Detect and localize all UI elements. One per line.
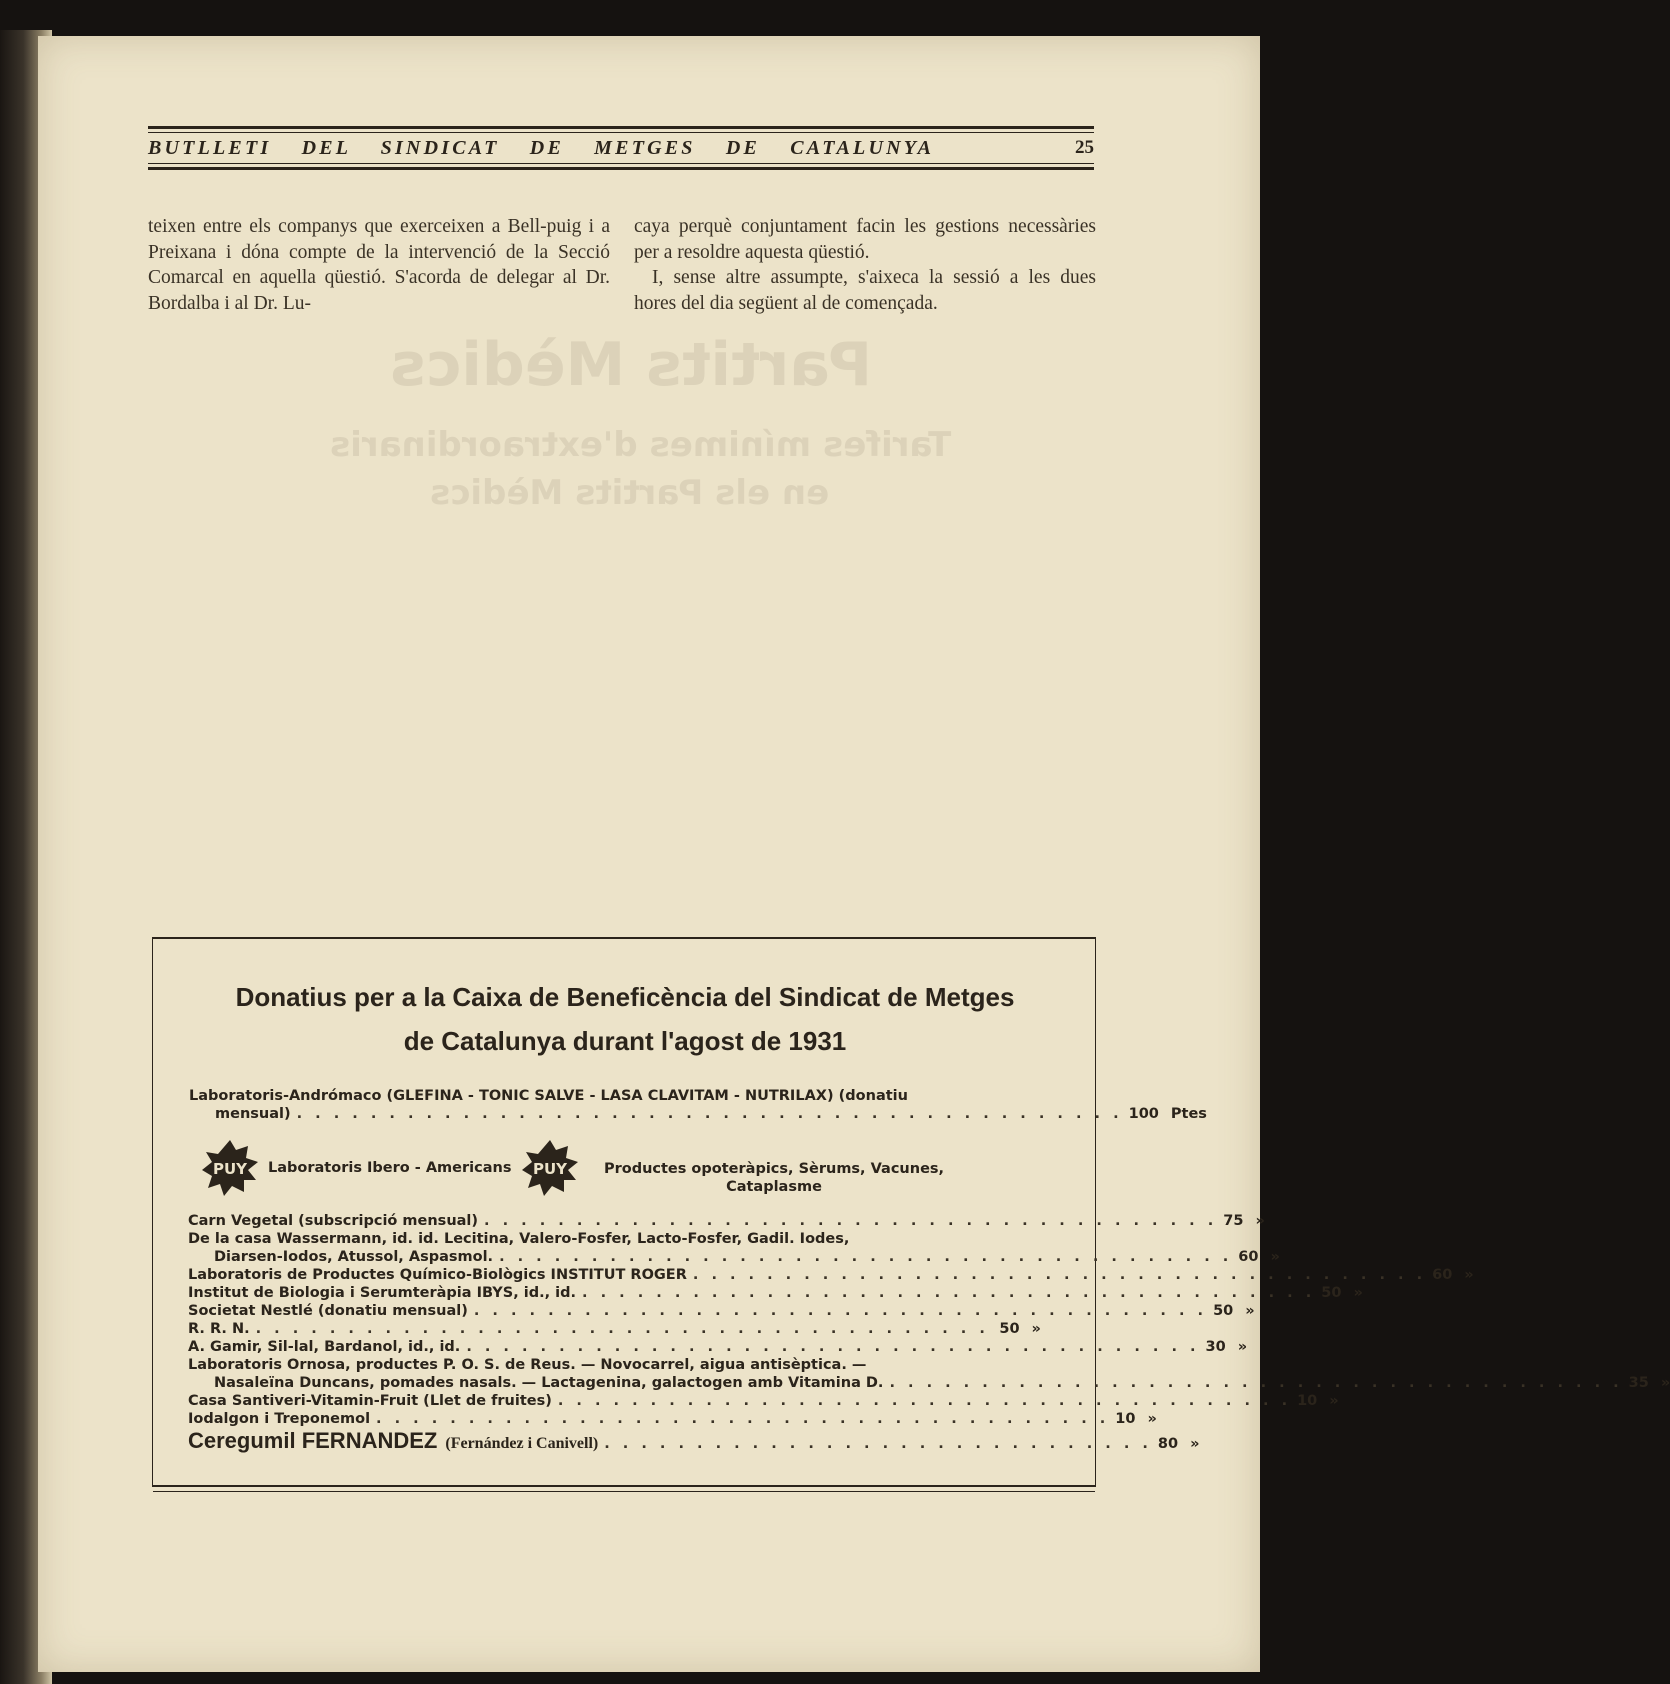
- journal-title: BUTLLETI DEL SINDICAT DE METGES DE CATALUNYA: [148, 136, 935, 159]
- donations-title-line-1: Donatius per a la Caixa de Beneficència del Sindicat de Metges: [235, 982, 1015, 1012]
- donation-unit: »: [1237, 1339, 1248, 1355]
- leader-dots: . . . . . . . . . . . . . . . . . . . . . . . . . . . . . . . . . . . . . . . .: [466, 1339, 1200, 1355]
- donation-amount: 10: [1115, 1411, 1136, 1427]
- article-left-column: [148, 214, 610, 316]
- donation-entry-ceregumil: [188, 1428, 1200, 1456]
- puy-products-line-1: Productes opoteràpics, Sèrums, Vacunes,: [603, 1161, 945, 1177]
- donation-amount: 80: [1157, 1436, 1179, 1452]
- leader-dots: . . . . . . . . . . . . . . . . . . . . . . . . . . . . . . . . . . . . . . . . . . . . .: [296, 1106, 1123, 1122]
- puy-lab-name: Laboratoris Ibero - Americans: [268, 1160, 512, 1176]
- leader-dots: . . . . . . . . . . . . . . . . . . . . . . . . . . . . . . . . . . . . . . . .: [889, 1375, 1623, 1391]
- donation-text: R. R. N.: [188, 1321, 250, 1337]
- ceregumil-sub: (Fernández i Canivell): [445, 1435, 599, 1452]
- donations-list: [188, 1212, 1670, 1428]
- donation-text: A. Gamir, Sil-lal, Bardanol, id., id.: [188, 1339, 461, 1355]
- article-paragraph: caya perquè conjuntament facin les gestions necessàries per a resoldre aquesta qüestió.: [634, 216, 1096, 263]
- article-paragraph: I, sense altre assumpte, s'aixeca la sessió a les dues hores del dia següent al de començada.: [634, 267, 1096, 314]
- donation-amount: 30: [1205, 1339, 1226, 1355]
- leader-dots: . . . . . . . . . . . . . . . . . . . . . . . . . . . . . . . . . . . . . . . .: [582, 1285, 1316, 1301]
- donations-title-line-2: de Catalunya durant l'agost de 1931: [403, 1026, 847, 1056]
- puy-logo-icon: [520, 1140, 580, 1196]
- donation-row: [188, 1338, 1248, 1356]
- donation-text: Institut de Biologia i Serumteràpia IBYS, id., id.: [188, 1285, 577, 1301]
- donation-text: mensual): [215, 1106, 291, 1122]
- donation-text: Carn Vegetal (subscripció mensual): [188, 1213, 479, 1229]
- donation-text: Laboratoris-Andrómaco (GLEFINA - TONIC SALVE - LASA CLAVITAM - NUTRILAX) (donatiu: [189, 1088, 908, 1104]
- page-number: 25: [1075, 137, 1094, 158]
- header-top-rule: [148, 126, 1094, 129]
- donation-row: [188, 1248, 1280, 1266]
- donation-row: [188, 1230, 1068, 1248]
- donation-unit: Ptes: [1170, 1106, 1207, 1122]
- article-right-column: [634, 214, 1096, 316]
- donation-unit: »: [1329, 1393, 1339, 1409]
- donation-unit: »: [1255, 1213, 1265, 1229]
- leader-dots: . . . . . . . . . . . . . . . . . . . . . . . . . . . . . . . . . . . . . . . .: [376, 1411, 1110, 1427]
- donation-unit: »: [1190, 1436, 1200, 1452]
- donation-amount: 10: [1297, 1393, 1318, 1409]
- donation-amount: 50: [1213, 1303, 1234, 1319]
- donation-row: [188, 1266, 1474, 1284]
- header-bottom-thin-rule: [148, 163, 1094, 164]
- header-bottom-rule: [148, 167, 1094, 170]
- donation-entry-andromaco: [189, 1087, 1207, 1123]
- donation-unit: »: [1353, 1285, 1363, 1301]
- donation-row: [188, 1284, 1363, 1302]
- donation-amount: 50: [999, 1321, 1020, 1337]
- donation-amount: 50: [1321, 1285, 1342, 1301]
- donation-text: Nasaleïna Duncans, pomades nasals. — Lactagenina, galactogen amb Vitamina D.: [214, 1375, 884, 1391]
- donation-amount: 60: [1238, 1249, 1259, 1265]
- puy-logo-icon: [200, 1140, 260, 1196]
- donation-unit: »: [1147, 1411, 1157, 1427]
- puy-advert: [196, 1140, 1096, 1196]
- leader-dots: . . . . . . . . . . . . . . . . . . . . . . . . . . . . . . . . . . . . . . . .: [692, 1267, 1427, 1283]
- donation-text: Casa Santiveri-Vitamin-Fruit (Llet de fruites): [188, 1393, 552, 1409]
- donation-unit: »: [1464, 1267, 1474, 1283]
- donation-text: Iodalgon i Treponemol: [188, 1411, 371, 1427]
- leader-dots: . . . . . . . . . . . . . . . . . . . . . . . . . . . . . . . . . . . . . . . .: [499, 1249, 1233, 1265]
- box-double-rule: [153, 1491, 1095, 1492]
- leader-dots: . . . . . . . . . . . . . . . . . . . . . . . . . . . . . . . . . . . . . . . .: [557, 1393, 1292, 1409]
- donation-row: [188, 1356, 1068, 1374]
- donation-text: Societat Nestlé (donatiu mensual): [188, 1303, 468, 1319]
- donation-amount: 75: [1223, 1213, 1244, 1229]
- article-paragraph: teixen entre els companys que exerceixen a Bell-puig i a Preixana i dóna compte de la intervenció de la Secció Comarcal en aquella qüestió. S'acorda de delegar al Dr. Bordalba i al Dr. Lu-: [148, 216, 610, 314]
- donation-text: Laboratoris de Productes Químico-Biològics INSTITUT ROGER: [188, 1267, 687, 1283]
- donation-row: [188, 1374, 1670, 1392]
- donation-row: [188, 1410, 1157, 1428]
- donation-row: [188, 1302, 1255, 1320]
- donation-amount: 60: [1432, 1267, 1453, 1283]
- donation-text: De la casa Wassermann, id. id. Lecitina, Valero-Fosfer, Lacto-Fosfer, Gadil. Iodes,: [188, 1231, 850, 1247]
- donation-unit: »: [1245, 1303, 1255, 1319]
- donation-text: Diarsen-Iodos, Atussol, Aspasmol.: [214, 1249, 494, 1265]
- ceregumil-brand: Ceregumil FERNANDEZ: [188, 1428, 438, 1453]
- leader-dots: . . . . . . . . . . . . . . . . . . . . . . . . . . . . . .: [604, 1436, 1152, 1452]
- puy-products: [594, 1160, 954, 1196]
- donation-unit: »: [1031, 1321, 1041, 1337]
- running-header: [148, 126, 1094, 170]
- donation-text: Laboratoris Ornosa, productes P. O. S. de Reus. — Novocarrel, aigua antisèptica. —: [188, 1357, 867, 1373]
- leader-dots: . . . . . . . . . . . . . . . . . . . . . . . . . . . . . . . . . . . . . . . .: [484, 1213, 1218, 1229]
- donation-row: [188, 1212, 1265, 1230]
- leader-dots: . . . . . . . . . . . . . . . . . . . . . . . . . . . . . . . . . . . . . . . .: [473, 1303, 1208, 1319]
- donations-title: [175, 975, 1075, 1063]
- puy-logo-text: PUY: [212, 1160, 248, 1178]
- donation-row: [188, 1392, 1339, 1410]
- puy-products-line-2: Cataplasme: [726, 1179, 822, 1195]
- donation-unit: »: [1270, 1249, 1280, 1265]
- donation-unit: »: [1660, 1375, 1670, 1391]
- puy-logo-text: PUY: [532, 1160, 568, 1178]
- donation-amount: 35: [1628, 1375, 1649, 1391]
- donation-row: [188, 1320, 1068, 1338]
- donation-amount: 100: [1128, 1106, 1159, 1122]
- leader-dots: . . . . . . . . . . . . . . . . . . . . . . . . . . . . . . . . . . . . . . . .: [255, 1321, 989, 1337]
